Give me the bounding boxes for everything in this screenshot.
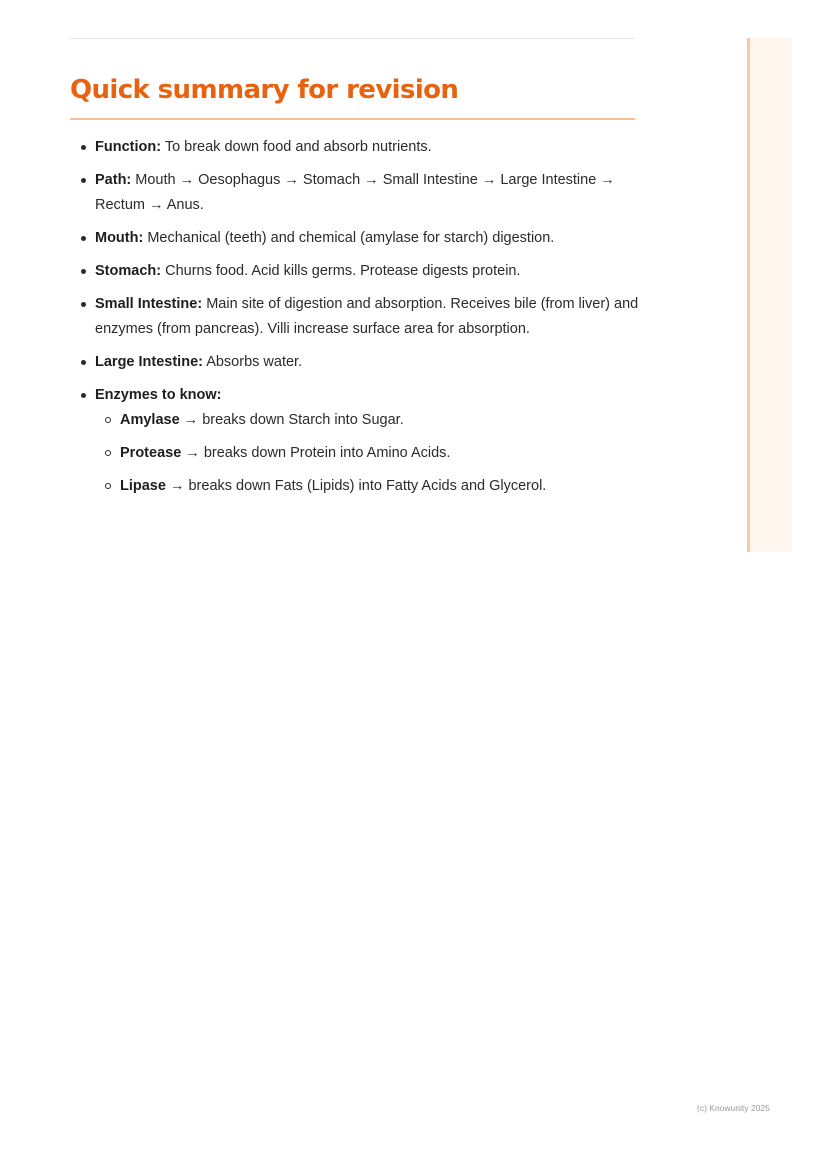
top-divider [70,38,635,39]
enzyme-text: → breaks down Fats (Lipids) into Fatty Acids and Glycerol. [165,478,547,494]
item-term: Mouth: [95,230,144,246]
item-text: Churns food. Acid kills germs. Protease digests protein. [161,263,521,279]
enzyme-term: Lipase [120,478,166,494]
enzyme-item-lipase [120,474,640,499]
item-text: Absorbs water. [202,354,303,370]
page-title: Quick summary for revision [70,75,459,105]
copyright-footer: (c) Knowunity 2025 [697,1103,770,1113]
enzyme-text: → breaks down Starch into Sugar. [179,412,404,428]
item-text: Main site of digestion and absorption. Receives bile (from liver) and enzymes (from pancreas). Villi increase surface area for absorption. [95,296,639,337]
list-item-small-intestine [95,292,640,342]
list-item-enzymes [95,383,640,499]
item-term: Large Intestine: [95,354,203,370]
item-text: Mouth → Oesophagus → Stomach → Small Intestine → Large Intestine → Rectum → Anus. [95,172,615,213]
list-item-stomach [95,259,640,284]
item-term: Path: [95,172,132,188]
title-underline [70,118,635,120]
list-item-path [95,168,640,218]
item-term: Small Intestine: [95,296,203,312]
list-item-large-intestine [95,350,640,375]
enzyme-list [95,408,640,499]
list-item-mouth [95,226,640,251]
item-term: Enzymes to know: [95,387,222,403]
item-term: Stomach: [95,263,162,279]
side-margin-panel [747,38,792,552]
item-term: Function: [95,139,162,155]
enzyme-text: → breaks down Protein into Amino Acids. [181,445,451,461]
list-item-function [95,135,640,160]
summary-list [95,135,640,507]
enzyme-term: Protease [120,445,182,461]
item-text: Mechanical (teeth) and chemical (amylase for starch) digestion. [143,230,555,246]
enzyme-item-protease [120,441,640,466]
item-text: To break down food and absorb nutrients. [161,139,432,155]
enzyme-item-amylase [120,408,640,433]
enzyme-term: Amylase [120,412,180,428]
